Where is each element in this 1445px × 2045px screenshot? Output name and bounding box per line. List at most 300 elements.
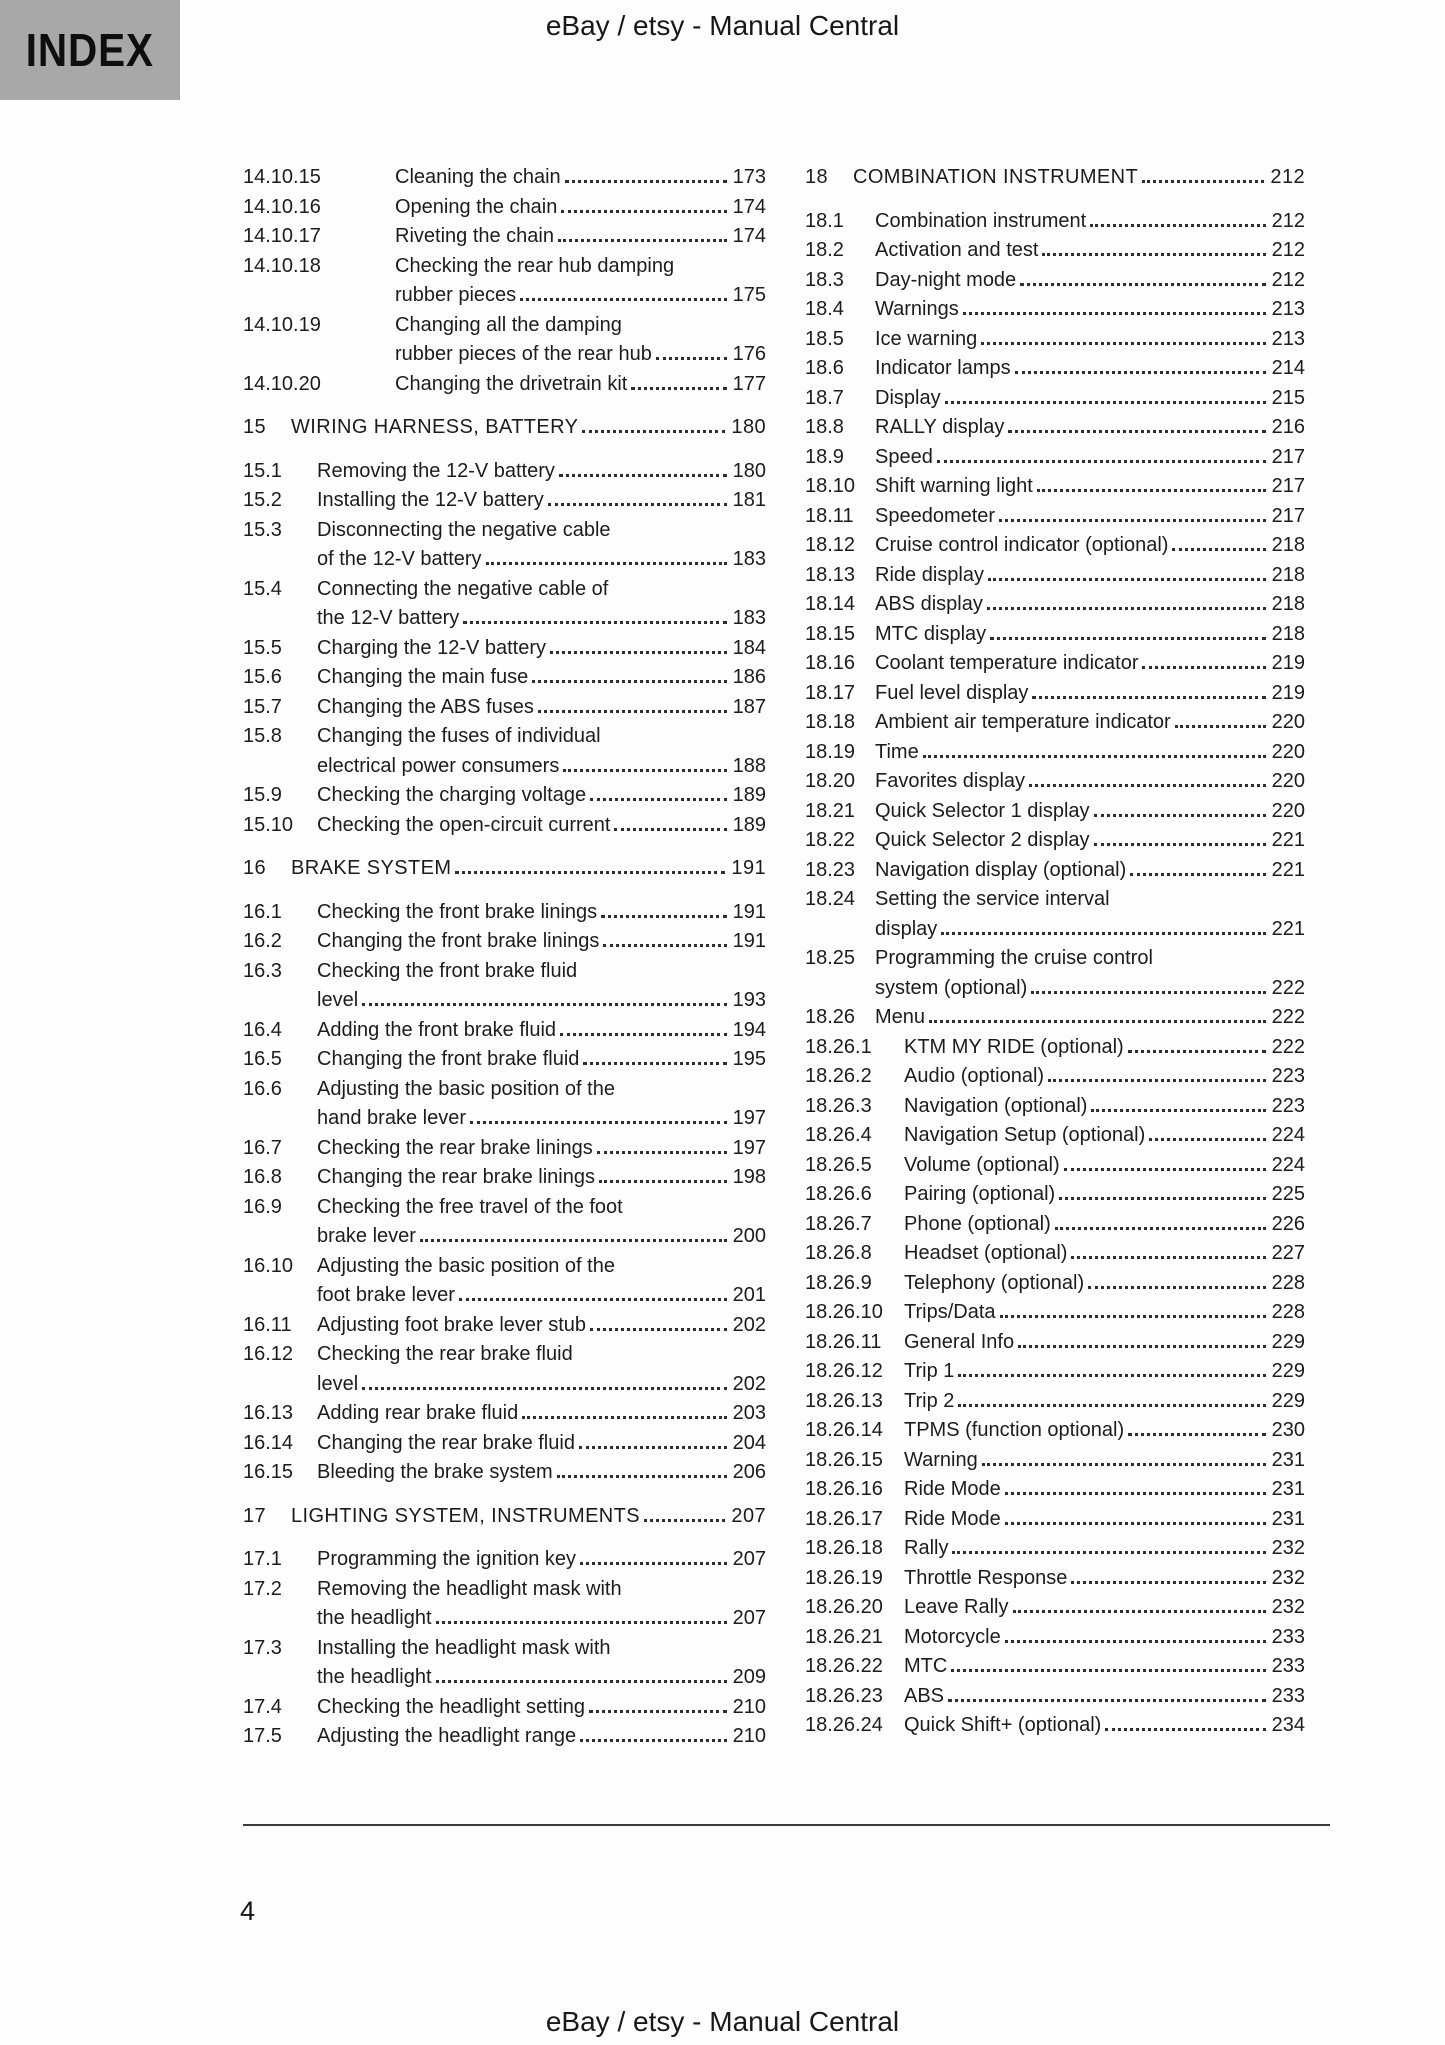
page-number: 218 [1271,563,1305,586]
entry-title: Checking the front brake linings [317,900,598,923]
page-number: 226 [1271,1212,1305,1235]
entry-number: 17.3 [243,1636,282,1659]
entry-number: 16.9 [243,1195,282,1218]
entry-number: 18.26.19 [805,1566,883,1589]
entry-number: 17 [243,1504,267,1527]
entry-title: Quick Selector 2 display [875,829,1090,851]
page-number: 217 [1271,475,1305,497]
dot-leader [1048,1079,1266,1082]
entry-title: COMBINATION INSTRUMENT [853,166,1139,188]
dot-leader [455,871,725,874]
toc-entry [805,1210,1305,1240]
page-number: 186 [732,666,766,688]
entry-title-line: Checking the rear hub damping [395,254,675,277]
page-number: 229 [1271,1389,1305,1412]
toc-entry [243,693,766,723]
entry-number: 16.12 [243,1343,294,1365]
entry-body [875,1003,1305,1033]
dot-leader [470,1121,727,1124]
page-number: 191 [732,900,766,923]
entry-number: 18.26.10 [805,1301,883,1323]
entry-title: Changing the front brake linings [317,930,600,952]
page-number: 188 [732,754,766,777]
entry-lastline [904,1357,1305,1387]
page-number: 187 [732,695,766,718]
toc-entry [243,854,766,884]
entry-body [317,1575,766,1634]
entry-body [875,384,1305,414]
toc-entry [805,1033,1305,1063]
page-number: 221 [1271,917,1305,940]
entry-body [317,1545,766,1575]
page-number: 224 [1271,1153,1305,1176]
entry-lastline [875,708,1305,738]
entry-body [395,311,766,370]
page-number: 207 [731,1504,766,1527]
dot-leader [436,1680,727,1683]
toc-entry [805,266,1305,296]
toc-entry [243,927,766,957]
toc-entry [243,575,766,634]
entry-lastline [317,811,766,841]
entry-title: level [317,989,359,1011]
entry-body [853,163,1305,193]
entry-lastline [904,1062,1305,1092]
entry-title: level [317,1372,359,1395]
entry-body [395,252,766,311]
entry-body [904,1151,1305,1181]
entry-title: Navigation (optional) [904,1094,1088,1117]
entry-lastline [317,604,766,634]
entry-lastline [875,295,1305,325]
entry-lastline [904,1623,1305,1653]
toc-entry [805,1593,1305,1623]
toc-entry [805,1357,1305,1387]
entry-body [291,854,766,884]
entry-body [875,472,1305,502]
page-number: 218 [1271,622,1305,645]
entry-lastline [395,370,766,400]
entry-lastline [904,1416,1305,1446]
dot-leader [580,1562,727,1565]
entry-body [317,516,766,575]
entry-title: Throttle Response [904,1566,1068,1589]
entry-number: 18.1 [805,209,844,232]
entry-lastline [395,193,766,223]
page-number: 227 [1271,1242,1305,1264]
entry-body [317,1045,766,1075]
page-number: 191 [731,857,766,879]
dot-leader [631,387,726,390]
entry-title: Telephony (optional) [904,1271,1085,1294]
entry-title: Navigation display (optional) [875,858,1127,881]
toc-entry [805,561,1305,591]
page-number: 173 [732,166,766,188]
toc-entry [805,1564,1305,1594]
entry-number: 16.7 [243,1136,282,1159]
entry-title: Phone (optional) [904,1212,1051,1235]
dot-leader [952,1551,1265,1554]
entry-lastline [904,1387,1305,1417]
entry-title-line: Removing the headlight mask with [317,1577,622,1600]
dot-leader [982,1463,1266,1466]
toc-entry [243,722,766,781]
entry-number: 15.7 [243,695,282,718]
toc-entry [805,679,1305,709]
toc-entry [805,1269,1305,1299]
toc-entry [805,502,1305,532]
dot-leader [656,357,727,360]
entry-lastline [875,531,1305,561]
entry-lastline [291,1502,766,1532]
entry-number: 18.5 [805,327,844,350]
page-number: 228 [1271,1271,1305,1294]
dot-leader [1029,784,1266,787]
dot-leader [563,769,726,772]
page-number: 223 [1271,1065,1305,1087]
dot-leader [1094,843,1266,846]
entry-number: 16.8 [243,1166,282,1188]
entry-body [317,1252,766,1311]
page-number: 220 [1271,711,1305,733]
page-number: 191 [732,930,766,952]
entry-lastline [317,457,766,487]
toc-entry [805,1416,1305,1446]
entry-title: Favorites display [875,770,1026,792]
entry-number: 18.26.18 [805,1537,883,1559]
entry-number: 16.1 [243,900,282,923]
entry-lastline [875,443,1305,473]
dot-leader [561,210,726,213]
entry-body [317,957,766,1016]
page-number: 229 [1271,1360,1305,1382]
entry-lastline [317,1429,766,1459]
dot-leader [1142,666,1265,669]
dot-leader [951,1669,1265,1672]
toc-entry [805,1003,1305,1033]
entry-number: 18.26.21 [805,1625,883,1648]
entry-number: 16 [243,857,267,879]
entry-body [904,1564,1305,1594]
entry-title-line: Changing all the damping [395,313,622,336]
entry-title: of the 12-V battery [317,548,482,570]
page-number: 223 [1271,1094,1305,1117]
dot-leader [948,1699,1266,1702]
entry-lastline [317,1281,766,1311]
entry-title: Checking the open-circuit current [317,813,611,836]
entry-title: Checking the charging voltage [317,784,587,806]
entry-number: 18.26.7 [805,1212,872,1235]
entry-body [904,1357,1305,1387]
entry-lastline [904,1269,1305,1299]
toc-entry [805,767,1305,797]
entry-title: Audio (optional) [904,1065,1045,1087]
entry-title: Fuel level display [875,681,1029,704]
entry-title-line: Checking the rear brake fluid [317,1343,573,1365]
dot-leader [548,503,727,506]
dot-leader [532,680,726,683]
dot-leader [1091,1109,1265,1112]
toc-entry [805,1298,1305,1328]
entry-lastline [317,1370,766,1400]
entry-body [395,193,766,223]
entry-title: Checking the headlight setting [317,1695,585,1718]
entry-title: display [875,917,938,940]
entry-title: Day-night mode [875,268,1017,291]
entry-lastline [875,502,1305,532]
entry-lastline [875,384,1305,414]
entry-number: 18.26.4 [805,1124,872,1146]
dot-leader [990,637,1265,640]
dot-leader [362,1003,726,1006]
entry-title: hand brake lever [317,1107,466,1129]
entry-number: 14.10.15 [243,166,321,188]
entry-number: 18.26.6 [805,1183,872,1205]
entry-lastline [875,767,1305,797]
entry-number: 16.3 [243,959,282,982]
toc-entry [243,1193,766,1252]
entry-lastline [904,1682,1305,1712]
entry-number: 18.26.11 [805,1330,882,1353]
entry-title: LIGHTING SYSTEM, INSTRUMENTS [291,1504,641,1527]
page-number: 197 [732,1136,766,1159]
page-number: 206 [732,1461,766,1483]
entry-number: 16.15 [243,1461,294,1483]
toc-entry [805,443,1305,473]
entry-lastline [875,649,1305,679]
page-number: 194 [732,1018,766,1041]
entry-number: 18.26.22 [805,1655,883,1677]
entry-title: Speedometer [875,504,996,527]
dot-leader [958,1374,1265,1377]
toc-entry [805,413,1305,443]
entry-number: 16.14 [243,1431,294,1454]
entry-number: 18.25 [805,947,856,969]
entry-lastline [291,413,766,443]
dot-leader [1013,1610,1266,1613]
entry-lastline [317,1399,766,1429]
entry-body [875,502,1305,532]
entry-body [317,1458,766,1488]
entry-number: 18.26.12 [805,1360,883,1382]
toc-entry [805,1534,1305,1564]
page-number: 231 [1271,1507,1305,1530]
toc-entry [805,738,1305,768]
page-number: 213 [1271,327,1305,350]
dot-leader [1105,1728,1265,1731]
dot-leader [1031,991,1265,994]
page-number: 181 [732,489,766,511]
dot-leader [1042,253,1265,256]
entry-title: Indicator lamps [875,357,1011,379]
entry-number: 18.26.17 [805,1507,883,1530]
dot-leader [987,607,1266,610]
entry-title-line: Changing the fuses of individual [317,725,601,747]
toc-entry [243,1545,766,1575]
entry-title: Combination instrument [875,209,1087,232]
page-number: 220 [1271,740,1305,763]
entry-title: Volume (optional) [904,1153,1060,1176]
page-number: 197 [732,1107,766,1129]
entry-number: 14.10.17 [243,225,321,247]
entry-body [904,1711,1305,1741]
entry-number: 18.19 [805,740,856,763]
toc-entry [243,516,766,575]
entry-number: 18.9 [805,445,844,468]
entry-title-line: Checking the front brake fluid [317,959,578,982]
entry-lastline [317,781,766,811]
entry-body [875,295,1305,325]
dot-leader [565,180,727,183]
toc-entry [805,944,1305,1003]
entry-lastline [317,486,766,516]
entry-body [875,590,1305,620]
entry-lastline [317,1545,766,1575]
entry-body [875,354,1305,384]
page-number: 233 [1271,1625,1305,1648]
toc-entry [243,1016,766,1046]
toc-entry [243,811,766,841]
page-number: 234 [1271,1714,1305,1736]
entry-body [317,1163,766,1193]
entry-body [317,1075,766,1134]
dot-leader [1032,696,1265,699]
dot-leader [963,312,1266,315]
page-number: 220 [1271,799,1305,822]
entry-number: 15 [243,416,267,438]
entry-number: 18.6 [805,357,844,379]
entry-body [317,1016,766,1046]
entry-title: the 12-V battery [317,607,460,629]
toc-entry [805,1387,1305,1417]
toc-entry [243,1134,766,1164]
entry-body [875,531,1305,561]
entry-lastline [904,1652,1305,1682]
toc-entry [243,222,766,252]
toc-entry [805,1328,1305,1358]
entry-lastline [875,738,1305,768]
entry-lastline [317,1045,766,1075]
entry-lastline [853,163,1305,193]
entry-body [317,663,766,693]
page-number: 183 [732,607,766,629]
entry-body [875,413,1305,443]
entry-title: Changing the main fuse [317,666,529,688]
entry-body [317,575,766,634]
entry-body [904,1269,1305,1299]
entry-title: Changing the rear brake linings [317,1166,595,1188]
dot-leader [582,430,725,433]
dot-leader [945,401,1266,404]
entry-number: 15.1 [243,459,282,482]
entry-lastline [875,236,1305,266]
dot-leader [362,1387,726,1390]
dot-leader [1015,371,1266,374]
entry-lastline [875,797,1305,827]
dot-leader [614,828,726,831]
dot-leader [550,651,727,654]
entry-number: 18.26.8 [805,1242,872,1264]
entry-number: 16.11 [243,1313,292,1336]
entry-lastline [291,854,766,884]
entry-body [317,927,766,957]
dot-leader [599,1180,727,1183]
entry-body [875,236,1305,266]
toc-entry [243,1722,766,1752]
dot-leader [436,1621,727,1624]
entry-number: 18.12 [805,534,856,556]
entry-number: 18.26.9 [805,1271,872,1294]
entry-body [317,1193,766,1252]
entry-body [904,1652,1305,1682]
toc-entry [243,1311,766,1341]
dot-leader [590,798,727,801]
entry-title: rubber pieces [395,284,517,306]
page-number: 207 [732,1607,766,1629]
entry-body [875,708,1305,738]
page-number: 216 [1271,416,1305,438]
entry-title: the headlight [317,1666,432,1688]
entry-number: 18.26 [805,1006,856,1028]
entry-lastline [904,1180,1305,1210]
entry-lastline [875,620,1305,650]
entry-body [317,486,766,516]
entry-number: 17.5 [243,1725,282,1747]
entry-body [904,1682,1305,1712]
toc-entry [805,797,1305,827]
dot-leader [522,1416,726,1419]
entry-title: RALLY display [875,416,1005,438]
page-number: 212 [1271,209,1305,232]
toc-entry [805,354,1305,384]
toc-entry [805,1711,1305,1741]
entry-body [317,1722,766,1752]
entry-title: rubber pieces of the rear hub [395,343,652,365]
entry-lastline [904,1593,1305,1623]
entry-title: Speed [875,445,933,468]
toc-entry [243,486,766,516]
page-number: 219 [1271,652,1305,674]
entry-number: 16.10 [243,1254,294,1277]
entry-title: Quick Shift+ (optional) [904,1714,1102,1736]
entry-number: 14.10.18 [243,254,321,277]
dot-leader [590,1328,727,1331]
dot-leader [1059,1197,1265,1200]
toc-entry [805,1652,1305,1682]
page-number: 195 [732,1048,766,1070]
entry-body [395,163,766,193]
page-number: 175 [732,284,766,306]
toc-entry [243,193,766,223]
entry-body [904,1180,1305,1210]
page-number: 204 [732,1431,766,1454]
toc-entry [805,620,1305,650]
toc-entry [805,1682,1305,1712]
entry-lastline [317,1693,766,1723]
toc-entry [243,457,766,487]
entry-title: Ice warning [875,327,978,350]
entry-body [317,722,766,781]
entry-title: Menu [875,1006,926,1028]
toc-entry [243,1693,766,1723]
page-number: 183 [732,548,766,570]
entry-lastline [904,1711,1305,1741]
page-number: 217 [1271,504,1305,527]
entry-title: Adding the front brake fluid [317,1018,557,1041]
dot-leader [937,460,1266,463]
entry-body [395,370,766,400]
toc-entry [805,885,1305,944]
